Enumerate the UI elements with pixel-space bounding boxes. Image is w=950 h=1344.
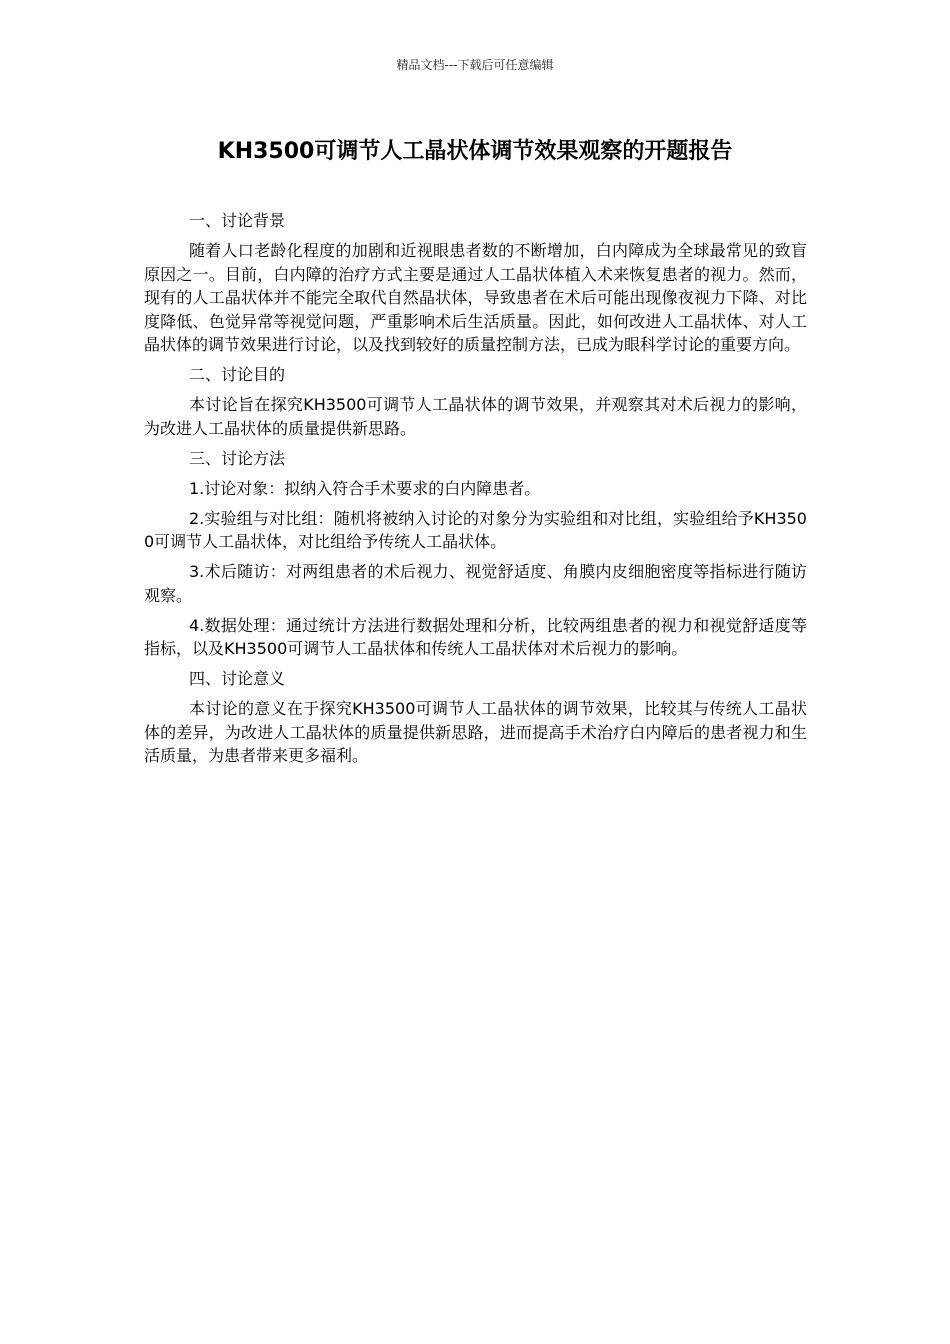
paragraph-background: 随着人口老龄化程度的加剧和近视眼患者数的不断增加，白内障成为全球最常见的致盲原因之一。目前，白内障的治疗方式主要是通过人工晶状体植入术来恢复患者的视力。然而，现有的人工晶状体并不能完全取代自然晶状体，导致患者在术后可能出现像夜视力下降、对比度降低、色觉异常等视觉问题，严重影响术后生活质量。因此，如何改进人工晶状体、对人工晶状体的调节效果进行讨论，以及找到较好的质量控制方法，已成为眼科学讨论的重要方向。	[144, 241, 807, 354]
paragraph-method-subjects: 1.讨论对象：拟纳入符合手术要求的白内障患者。	[189, 478, 541, 498]
paragraph-significance: 本讨论的意义在于探究KH3500可调节人工晶状体的调节效果，比较其与传统人工晶状体的差异，为改进人工晶状体的质量提供新思路，进而提高手术治疗白内障后的患者视力和生活质量，为患者带来更多福利。	[144, 699, 807, 765]
section-heading-significance: 四、讨论意义	[189, 669, 286, 688]
document-title: KH3500可调节人工晶状体调节效果观察的开题报告	[217, 139, 733, 164]
header-note: 精品文档---下载后可任意编辑	[396, 58, 554, 72]
document-body	[144, 209, 807, 768]
paragraph-purpose: 本讨论旨在探究KH3500可调节人工晶状体的调节效果，并观察其对术后视力的影响，为改进人工晶状体的质量提供新思路。	[144, 395, 807, 438]
paragraph-method-followup: 3.术后随访：对两组患者的术后视力、视觉舒适度、角膜内皮细胞密度等指标进行随访观察。	[144, 562, 807, 605]
paragraph-method-groups: 2.实验组与对比组：随机将被纳入讨论的对象分为实验组和对比组，实验组给予KH3500可调节人工晶状体，对比组给予传统人工晶状体。	[144, 508, 807, 551]
section-heading-background: 一、讨论背景	[189, 211, 286, 230]
section-heading-purpose: 二、讨论目的	[189, 365, 286, 384]
section-heading-methods: 三、讨论方法	[189, 448, 286, 468]
paragraph-method-data: 4.数据处理：通过统计方法进行数据处理和分析，比较两组患者的视力和视觉舒适度等指标，以及KH3500可调节人工晶状体和传统人工晶状体对术后视力的影响。	[144, 615, 807, 658]
